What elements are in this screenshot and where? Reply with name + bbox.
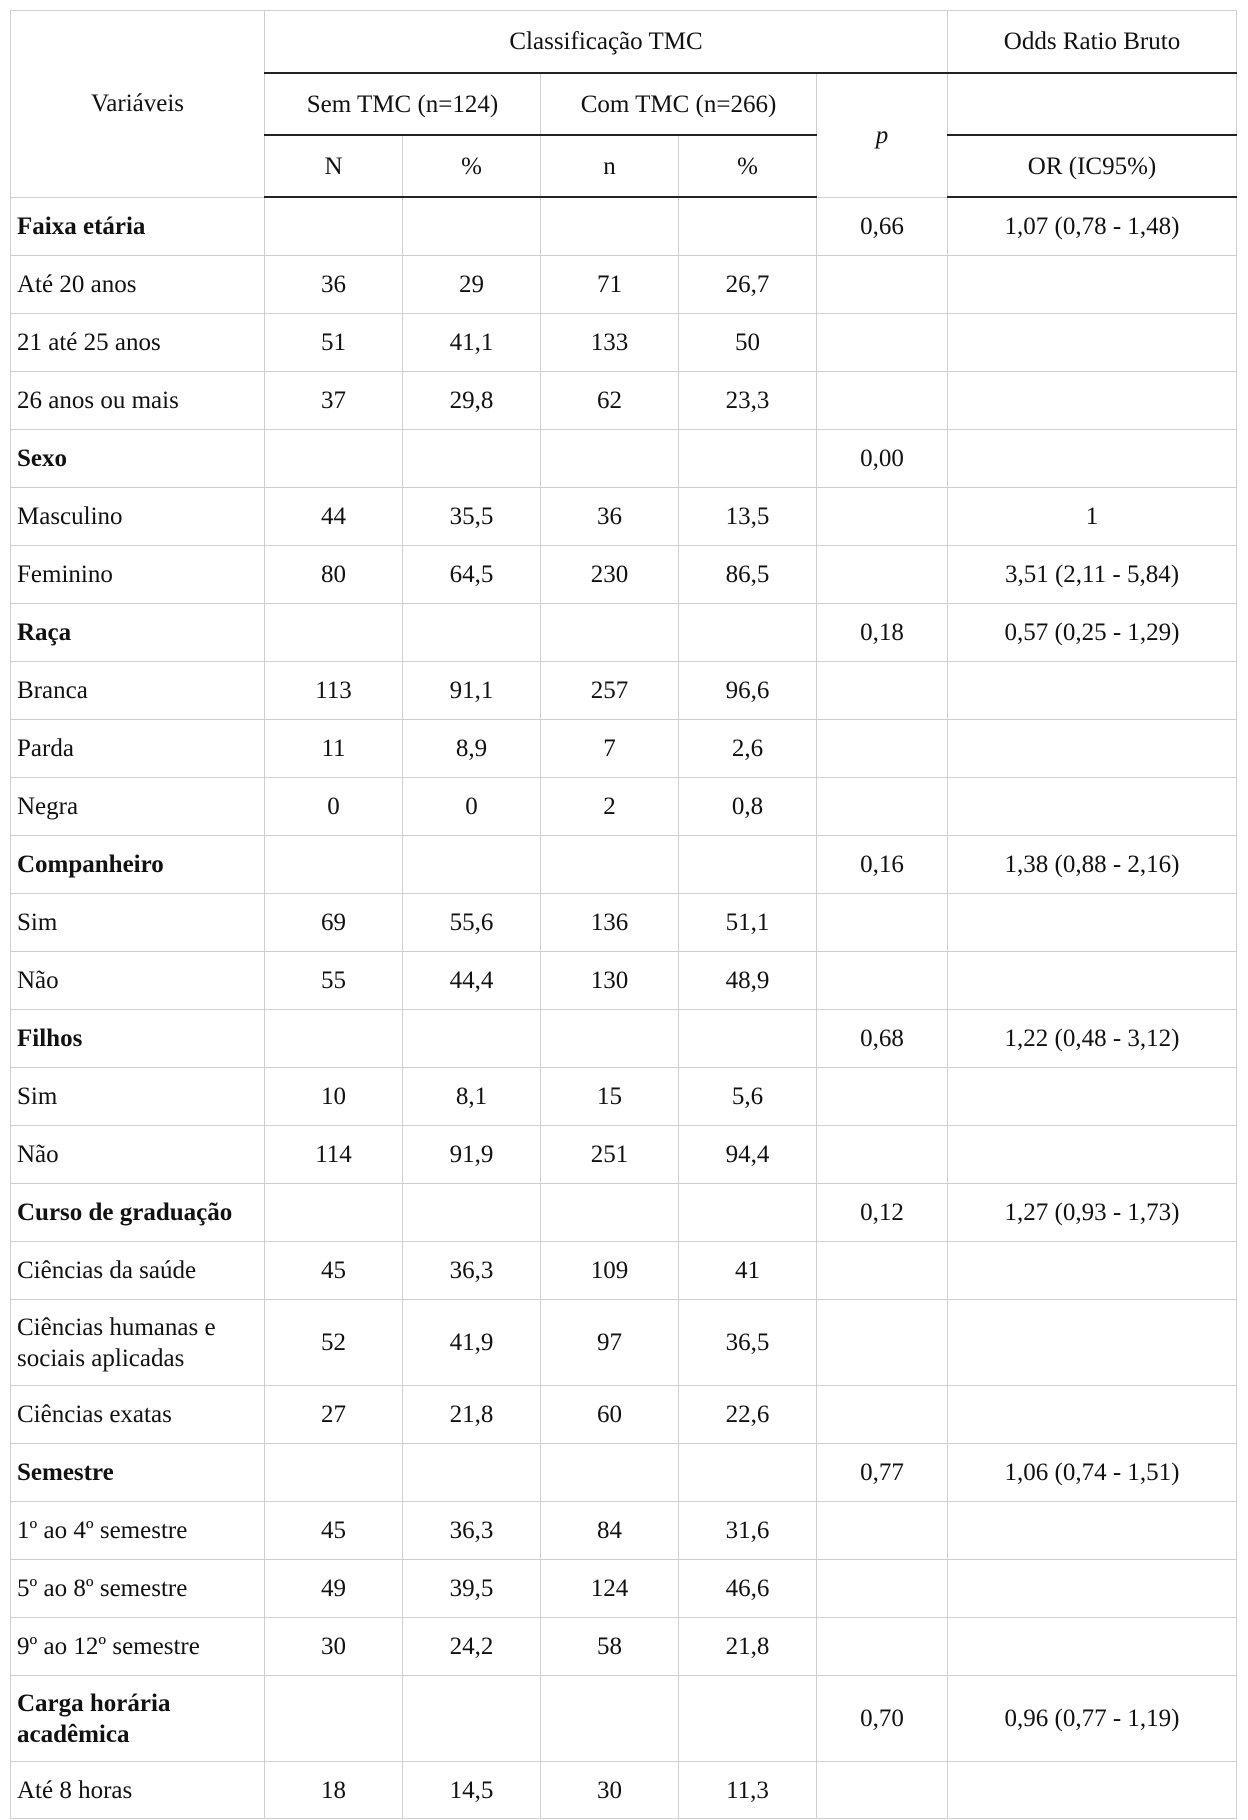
header-col-pct-com: % <box>679 135 817 197</box>
header-p: p <box>817 73 948 197</box>
cell-sem-pct <box>403 430 541 488</box>
cell-sem-n: 27 <box>265 1386 403 1444</box>
category-row <box>11 430 1237 488</box>
cell-sem-pct: 29 <box>403 256 541 314</box>
cell-sem-n <box>265 197 403 256</box>
cell-sem-pct <box>403 1184 541 1242</box>
row-label: Raça <box>11 604 265 662</box>
cell-sem-n <box>265 1676 403 1762</box>
table-row <box>11 720 1237 778</box>
cell-com-pct: 94,4 <box>679 1126 817 1184</box>
category-row <box>11 1010 1237 1068</box>
cell-p-value <box>817 1502 948 1560</box>
cell-sem-n: 114 <box>265 1126 403 1184</box>
cell-sem-pct: 91,1 <box>403 662 541 720</box>
cell-com-n: 36 <box>541 488 679 546</box>
cell-sem-pct: 8,9 <box>403 720 541 778</box>
row-label: Ciências da saúde <box>11 1242 265 1300</box>
row-label: Parda <box>11 720 265 778</box>
cell-com-n: 30 <box>541 1762 679 1819</box>
cell-com-pct: 50 <box>679 314 817 372</box>
cell-sem-n: 51 <box>265 314 403 372</box>
cell-odds-ratio <box>948 1502 1237 1560</box>
cell-com-n: 230 <box>541 546 679 604</box>
cell-com-n: 130 <box>541 952 679 1010</box>
cell-sem-n: 49 <box>265 1560 403 1618</box>
category-row <box>11 197 1237 256</box>
cell-p-value <box>817 488 948 546</box>
table-row <box>11 778 1237 836</box>
table-row <box>11 1386 1237 1444</box>
cell-sem-n: 36 <box>265 256 403 314</box>
cell-com-n: 109 <box>541 1242 679 1300</box>
cell-sem-n <box>265 1184 403 1242</box>
cell-sem-pct: 29,8 <box>403 372 541 430</box>
cell-odds-ratio: 1,22 (0,48 - 3,12) <box>948 1010 1237 1068</box>
cell-odds-ratio <box>948 1126 1237 1184</box>
cell-p-value <box>817 1068 948 1126</box>
row-label: Feminino <box>11 546 265 604</box>
cell-com-n: 71 <box>541 256 679 314</box>
cell-p-value: 0,12 <box>817 1184 948 1242</box>
table-row <box>11 314 1237 372</box>
cell-p-value <box>817 1560 948 1618</box>
table-row <box>11 1618 1237 1676</box>
cell-sem-n: 45 <box>265 1502 403 1560</box>
row-label: 26 anos ou mais <box>11 372 265 430</box>
cell-com-n: 2 <box>541 778 679 836</box>
cell-p-value <box>817 1386 948 1444</box>
row-label: Ciências exatas <box>11 1386 265 1444</box>
cell-sem-n: 69 <box>265 894 403 952</box>
cell-com-pct: 22,6 <box>679 1386 817 1444</box>
cell-odds-ratio <box>948 952 1237 1010</box>
row-label: Ciências humanas e sociais aplicadas <box>11 1300 265 1386</box>
cell-odds-ratio <box>948 894 1237 952</box>
cell-sem-n <box>265 836 403 894</box>
cell-odds-ratio: 1 <box>948 488 1237 546</box>
cell-sem-n <box>265 1010 403 1068</box>
cell-p-value: 0,68 <box>817 1010 948 1068</box>
cell-odds-ratio <box>948 1242 1237 1300</box>
cell-com-pct: 13,5 <box>679 488 817 546</box>
cell-com-pct: 0,8 <box>679 778 817 836</box>
row-label: Masculino <box>11 488 265 546</box>
cell-com-pct: 23,3 <box>679 372 817 430</box>
table-row <box>11 1068 1237 1126</box>
table-row <box>11 1242 1237 1300</box>
cell-odds-ratio <box>948 314 1237 372</box>
table-row <box>11 256 1237 314</box>
row-label: Até 20 anos <box>11 256 265 314</box>
table-row <box>11 1502 1237 1560</box>
cell-odds-ratio <box>948 1560 1237 1618</box>
results-table <box>10 10 1237 1819</box>
table-row <box>11 952 1237 1010</box>
row-label: Semestre <box>11 1444 265 1502</box>
cell-sem-pct: 24,2 <box>403 1618 541 1676</box>
cell-sem-pct: 35,5 <box>403 488 541 546</box>
cell-p-value: 0,00 <box>817 430 948 488</box>
cell-sem-pct <box>403 1444 541 1502</box>
cell-sem-n: 44 <box>265 488 403 546</box>
header-com-tmc: Com TMC (n=266) <box>541 73 817 135</box>
cell-p-value: 0,16 <box>817 836 948 894</box>
cell-sem-n: 11 <box>265 720 403 778</box>
cell-odds-ratio <box>948 720 1237 778</box>
category-row <box>11 836 1237 894</box>
cell-com-pct: 46,6 <box>679 1560 817 1618</box>
cell-sem-pct <box>403 197 541 256</box>
cell-sem-n: 37 <box>265 372 403 430</box>
cell-com-pct: 2,6 <box>679 720 817 778</box>
category-row <box>11 1184 1237 1242</box>
cell-com-n: 133 <box>541 314 679 372</box>
header-col-N: N <box>265 135 403 197</box>
cell-com-pct <box>679 197 817 256</box>
cell-sem-pct: 14,5 <box>403 1762 541 1819</box>
row-label: Carga horária acadêmica <box>11 1676 265 1762</box>
header-odds-ratio: Odds Ratio Bruto <box>948 11 1237 74</box>
cell-sem-n: 80 <box>265 546 403 604</box>
cell-odds-ratio <box>948 372 1237 430</box>
row-label: Branca <box>11 662 265 720</box>
cell-sem-pct: 55,6 <box>403 894 541 952</box>
cell-com-n: 97 <box>541 1300 679 1386</box>
header-sem-tmc: Sem TMC (n=124) <box>265 73 541 135</box>
cell-p-value <box>817 1300 948 1386</box>
cell-p-value: 0,66 <box>817 197 948 256</box>
cell-p-value <box>817 778 948 836</box>
cell-odds-ratio: 1,07 (0,78 - 1,48) <box>948 197 1237 256</box>
cell-com-n: 257 <box>541 662 679 720</box>
row-label: 21 até 25 anos <box>11 314 265 372</box>
cell-odds-ratio <box>948 1300 1237 1386</box>
cell-sem-pct: 41,1 <box>403 314 541 372</box>
category-row <box>11 1676 1237 1762</box>
cell-sem-n: 113 <box>265 662 403 720</box>
row-label: Até 8 horas <box>11 1762 265 1819</box>
cell-com-n: 84 <box>541 1502 679 1560</box>
cell-p-value <box>817 1126 948 1184</box>
cell-odds-ratio: 0,96 (0,77 - 1,19) <box>948 1676 1237 1762</box>
table-row <box>11 1762 1237 1819</box>
cell-com-n: 15 <box>541 1068 679 1126</box>
cell-com-n <box>541 430 679 488</box>
cell-p-value <box>817 372 948 430</box>
cell-com-n <box>541 1184 679 1242</box>
cell-odds-ratio <box>948 256 1237 314</box>
cell-odds-ratio: 1,06 (0,74 - 1,51) <box>948 1444 1237 1502</box>
row-label: Não <box>11 1126 265 1184</box>
cell-sem-n <box>265 1444 403 1502</box>
header-or-blank <box>948 73 1237 135</box>
cell-sem-n: 52 <box>265 1300 403 1386</box>
cell-p-value <box>817 314 948 372</box>
cell-com-pct <box>679 836 817 894</box>
cell-com-pct: 5,6 <box>679 1068 817 1126</box>
cell-p-value: 0,70 <box>817 1676 948 1762</box>
cell-odds-ratio <box>948 1068 1237 1126</box>
cell-com-pct <box>679 1676 817 1762</box>
cell-com-pct: 26,7 <box>679 256 817 314</box>
cell-com-pct: 86,5 <box>679 546 817 604</box>
cell-p-value: 0,18 <box>817 604 948 662</box>
cell-odds-ratio <box>948 1618 1237 1676</box>
cell-odds-ratio: 0,57 (0,25 - 1,29) <box>948 604 1237 662</box>
row-label: Faixa etária <box>11 197 265 256</box>
cell-com-pct: 31,6 <box>679 1502 817 1560</box>
row-label: Sim <box>11 894 265 952</box>
cell-p-value <box>817 1762 948 1819</box>
cell-sem-n: 10 <box>265 1068 403 1126</box>
row-label: 5º ao 8º semestre <box>11 1560 265 1618</box>
table-row <box>11 662 1237 720</box>
cell-com-n: 124 <box>541 1560 679 1618</box>
cell-odds-ratio <box>948 662 1237 720</box>
cell-com-n <box>541 1444 679 1502</box>
cell-sem-pct: 64,5 <box>403 546 541 604</box>
cell-sem-pct: 36,3 <box>403 1502 541 1560</box>
cell-com-n: 58 <box>541 1618 679 1676</box>
cell-sem-pct <box>403 1010 541 1068</box>
cell-com-n <box>541 1676 679 1762</box>
cell-com-pct <box>679 604 817 662</box>
cell-com-pct: 41 <box>679 1242 817 1300</box>
cell-odds-ratio <box>948 1386 1237 1444</box>
cell-com-pct <box>679 430 817 488</box>
cell-odds-ratio <box>948 430 1237 488</box>
cell-com-n <box>541 197 679 256</box>
cell-p-value <box>817 662 948 720</box>
cell-com-pct: 36,5 <box>679 1300 817 1386</box>
cell-p-value <box>817 894 948 952</box>
row-label: Não <box>11 952 265 1010</box>
row-label: 1º ao 4º semestre <box>11 1502 265 1560</box>
row-label: Sim <box>11 1068 265 1126</box>
table-row <box>11 1560 1237 1618</box>
row-label: Filhos <box>11 1010 265 1068</box>
cell-com-pct: 51,1 <box>679 894 817 952</box>
cell-p-value: 0,77 <box>817 1444 948 1502</box>
row-label: Negra <box>11 778 265 836</box>
header-classification: Classificação TMC <box>265 11 948 74</box>
cell-com-n <box>541 836 679 894</box>
cell-odds-ratio: 1,38 (0,88 - 2,16) <box>948 836 1237 894</box>
cell-sem-pct: 21,8 <box>403 1386 541 1444</box>
cell-sem-pct: 44,4 <box>403 952 541 1010</box>
cell-odds-ratio <box>948 1762 1237 1819</box>
cell-sem-pct <box>403 836 541 894</box>
cell-com-n: 62 <box>541 372 679 430</box>
cell-odds-ratio: 3,51 (2,11 - 5,84) <box>948 546 1237 604</box>
cell-sem-n <box>265 430 403 488</box>
cell-com-pct <box>679 1184 817 1242</box>
table-row <box>11 1300 1237 1386</box>
table-row <box>11 488 1237 546</box>
cell-sem-n: 18 <box>265 1762 403 1819</box>
row-label: 9º ao 12º semestre <box>11 1618 265 1676</box>
cell-sem-pct <box>403 1676 541 1762</box>
header-col-pct-sem: % <box>403 135 541 197</box>
cell-sem-pct: 36,3 <box>403 1242 541 1300</box>
category-row <box>11 1444 1237 1502</box>
cell-com-n: 136 <box>541 894 679 952</box>
row-label: Sexo <box>11 430 265 488</box>
cell-sem-pct: 39,5 <box>403 1560 541 1618</box>
cell-com-n: 7 <box>541 720 679 778</box>
category-row <box>11 604 1237 662</box>
cell-odds-ratio <box>948 778 1237 836</box>
cell-sem-n: 45 <box>265 1242 403 1300</box>
cell-sem-n: 30 <box>265 1618 403 1676</box>
table-row <box>11 372 1237 430</box>
cell-com-pct: 21,8 <box>679 1618 817 1676</box>
header-col-n: n <box>541 135 679 197</box>
cell-p-value <box>817 546 948 604</box>
cell-sem-pct <box>403 604 541 662</box>
cell-sem-n: 0 <box>265 778 403 836</box>
cell-com-n: 251 <box>541 1126 679 1184</box>
cell-com-n <box>541 604 679 662</box>
cell-com-pct <box>679 1010 817 1068</box>
row-label: Curso de graduação <box>11 1184 265 1242</box>
cell-odds-ratio: 1,27 (0,93 - 1,73) <box>948 1184 1237 1242</box>
cell-com-n: 60 <box>541 1386 679 1444</box>
cell-sem-pct: 8,1 <box>403 1068 541 1126</box>
header-or-ic: OR (IC95%) <box>948 135 1237 197</box>
cell-sem-pct: 41,9 <box>403 1300 541 1386</box>
cell-p-value <box>817 720 948 778</box>
cell-com-pct: 48,9 <box>679 952 817 1010</box>
table-row <box>11 894 1237 952</box>
cell-sem-n: 55 <box>265 952 403 1010</box>
cell-sem-pct: 91,9 <box>403 1126 541 1184</box>
cell-com-pct: 96,6 <box>679 662 817 720</box>
cell-p-value <box>817 1242 948 1300</box>
cell-p-value <box>817 1618 948 1676</box>
table-row <box>11 1126 1237 1184</box>
cell-sem-pct: 0 <box>403 778 541 836</box>
cell-com-pct <box>679 1444 817 1502</box>
cell-com-pct: 11,3 <box>679 1762 817 1819</box>
cell-p-value <box>817 256 948 314</box>
cell-sem-n <box>265 604 403 662</box>
cell-p-value <box>817 952 948 1010</box>
header-variables: Variáveis <box>11 11 265 198</box>
row-label: Companheiro <box>11 836 265 894</box>
cell-com-n <box>541 1010 679 1068</box>
table-row <box>11 546 1237 604</box>
